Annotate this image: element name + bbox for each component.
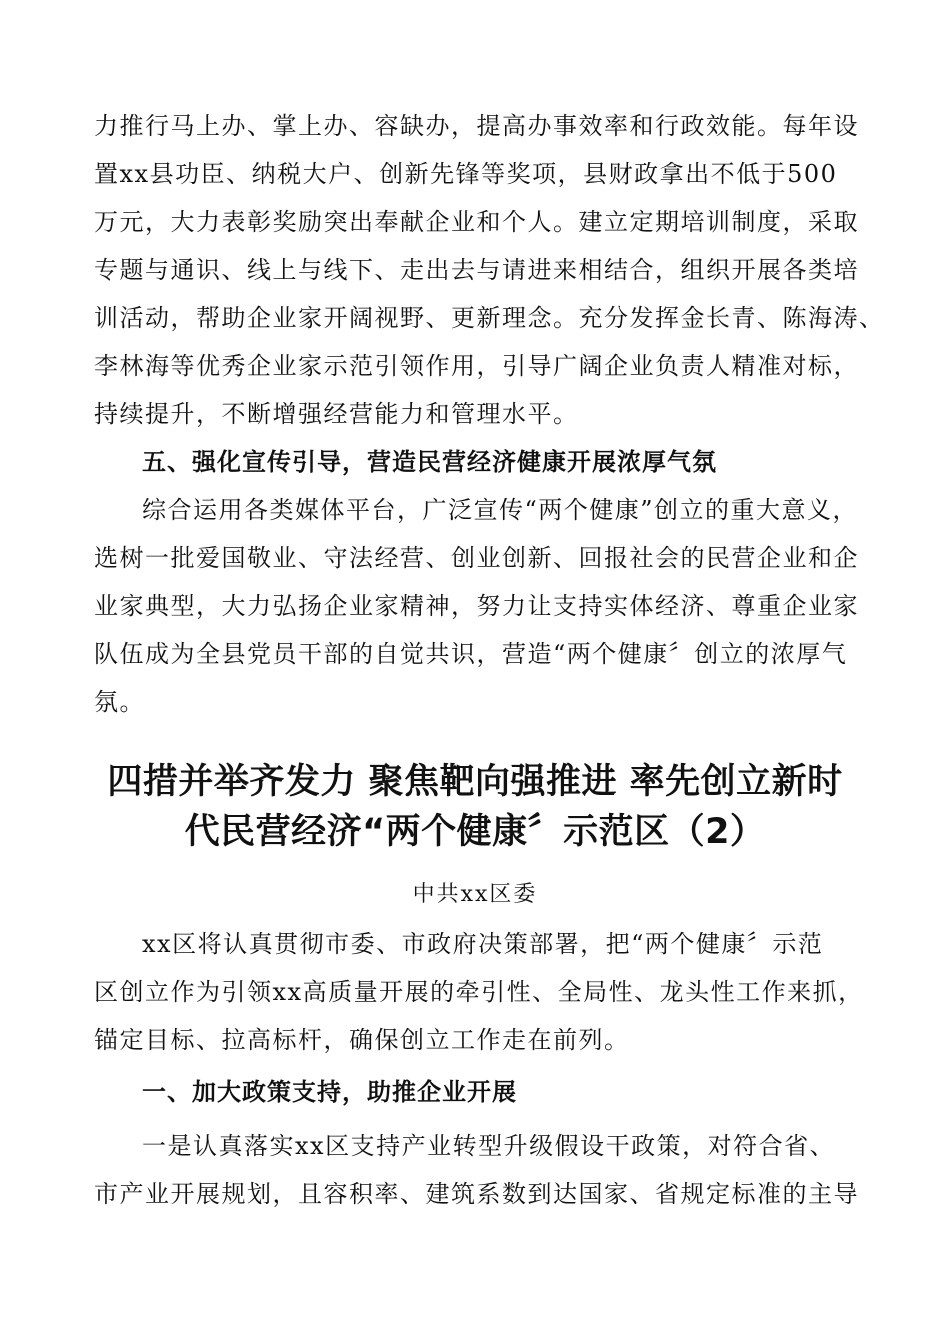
paragraph-line: 训活动，帮助企业家开阔视野、更新理念。充分发挥金长青、陈海涛、: [94, 304, 885, 332]
paragraph-line: 区创立作为引领xx高质量开展的牵引性、全局性、龙头性工作来抓，: [94, 978, 864, 1006]
paragraph-line: xx区将认真贯彻市委、市政府决策部署，把“两个健康〞示范: [142, 930, 824, 958]
paragraph-line: 业家典型，大力弘扬企业家精神，努力让支持实体经济、尊重企业家: [94, 592, 859, 620]
paragraph-line: 一是认真落实xx区支持产业转型升级假设干政策，对符合省、: [142, 1132, 836, 1160]
article-title-line-2: 代民营经济“两个健康〞示范区（2）: [184, 812, 766, 852]
paragraph-line: 置xx县功臣、纳税大户、创新先锋等奖项，县财政拿出不低于500: [94, 160, 838, 188]
section-heading-5: 五、强化宣传引导，营造民营经济健康开展浓厚气氛: [142, 448, 717, 476]
paragraph-line: 选树一批爱国敬业、守法经营、创业创新、回报社会的民营企业和企: [94, 544, 859, 572]
paragraph-line: 市产业开展规划，且容积率、建筑系数到达国家、省规定标准的主导: [94, 1180, 859, 1208]
paragraph-line: 锚定目标、拉高标杆，确保创立工作走在前列。: [94, 1026, 630, 1054]
article-author: 中共xx区委: [412, 882, 538, 907]
section-heading-1: 一、加大政策支持，助推企业开展: [142, 1078, 517, 1106]
paragraph-line: 李林海等优秀企业家示范引领作用，引导广阔企业负责人精准对标，: [94, 352, 859, 380]
article-title-line-1: 四措并举齐发力 聚焦靶向强推进 率先创立新时: [107, 762, 843, 802]
paragraph-line: 综合运用各类媒体平台，广泛宣传“两个健康”创立的重大意义，: [142, 496, 859, 524]
paragraph-line: 队伍成为全县党员干部的自觉共识，营造“两个健康〞创立的浓厚气: [94, 640, 848, 668]
paragraph-line: 专题与通识、线上与线下、走出去与请进来相结合，组织开展各类培: [94, 256, 859, 284]
paragraph-line: 力推行马上办、掌上办、容缺办，提高办事效率和行政效能。每年设: [94, 112, 859, 140]
paragraph-line: 氛。: [94, 688, 145, 716]
paragraph-line: 万元，大力表彰奖励突出奉献企业和个人。建立定期培训制度，采取: [94, 208, 859, 236]
paragraph-line: 持续提升，不断增强经营能力和管理水平。: [94, 400, 579, 428]
